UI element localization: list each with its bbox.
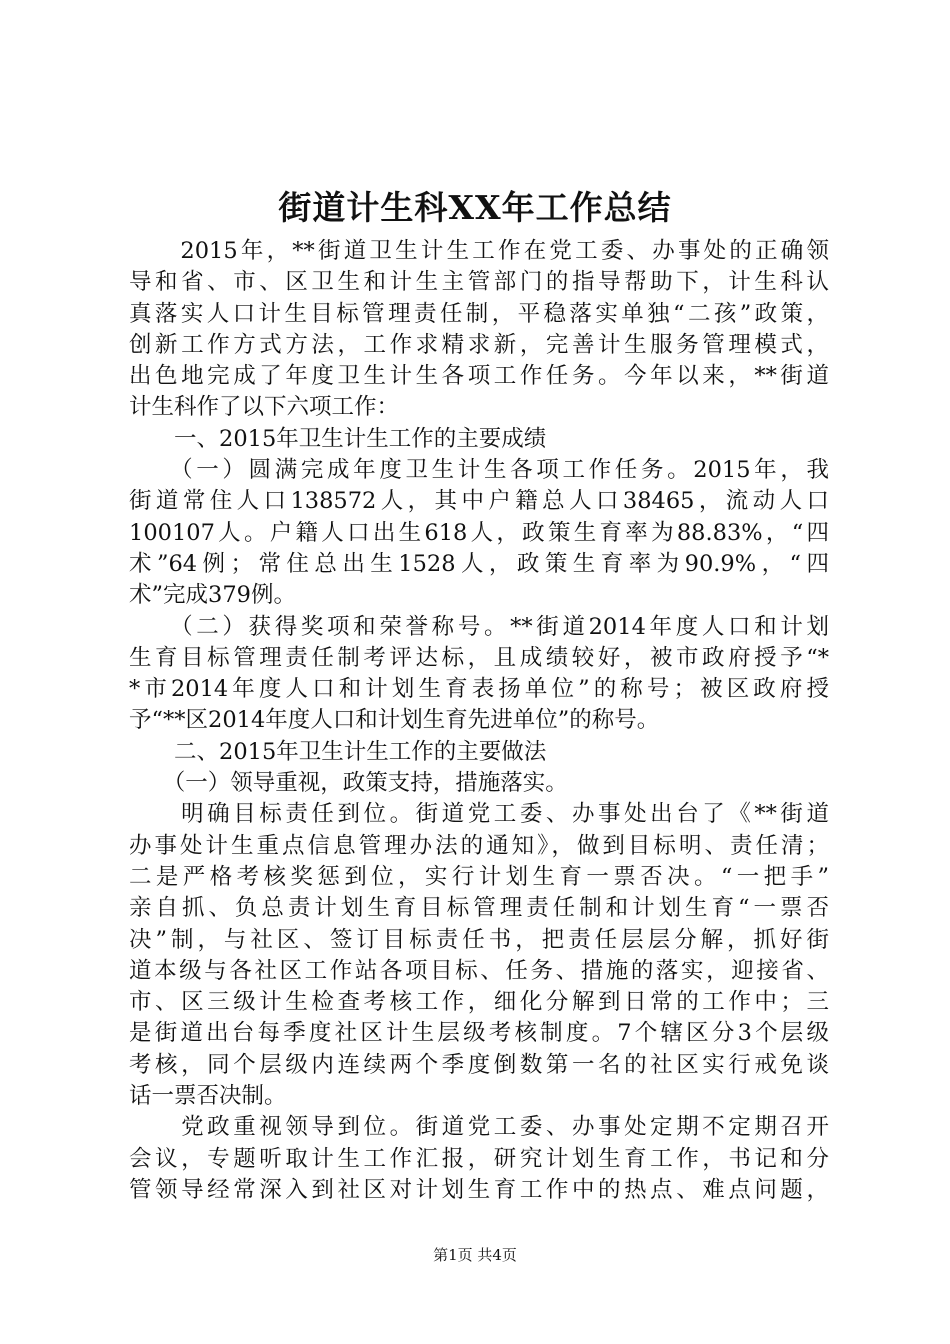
body-line: 会议，专题听取计生工作汇报，研究计划生育工作，书记和分 xyxy=(129,1145,829,1172)
body-line: （一）圆满完成年度卫生计生各项工作任务。2015年，我 xyxy=(129,457,829,484)
body-line: 导和省、市、区卫生和计生主管部门的指导帮助下，计生科认 xyxy=(129,269,829,296)
body-line: 党政重视领导到位。街道党工委、办事处定期不定期召开 xyxy=(129,1114,829,1141)
body-line: 市、区三级计生检查考核工作，细化分解到日常的工作中；三 xyxy=(129,989,829,1016)
body-line: 二是严格考核奖惩到位，实行计划生育一票否决。“一把手” xyxy=(129,863,829,890)
body-line: *市2014年度人口和计划生育表扬单位”的称号；被区政府授 xyxy=(129,676,829,703)
body-line: （二）获得奖项和荣誉称号。**街道2014年度人口和计划 xyxy=(129,613,829,640)
document-title: 街道计生科XX年工作总结 xyxy=(278,188,672,227)
body-line: 创新工作方式方法，工作求精求新，完善计生服务管理模式， xyxy=(129,331,829,358)
body-line: 2015年，**街道卫生计生工作在党工委、办事处的正确领 xyxy=(129,238,829,264)
body-line: 出色地完成了年度卫生计生各项工作任务。今年以来，**街道 xyxy=(129,363,829,390)
subsection-heading: （一）领导重视，政策支持，措施落实。 xyxy=(129,770,568,797)
section-heading: 一、2015年卫生计生工作的主要成绩 xyxy=(129,425,547,452)
body-line: 计生科作了以下六项工作： xyxy=(129,394,400,421)
body-line: 术”64例；常住总出生1528人，政策生育率为90.9%，“四 xyxy=(129,550,829,577)
body-line: 管领导经常深入到社区对计划生育工作中的热点、难点问题， xyxy=(129,1176,829,1203)
body-line: 100107人。户籍人口出生618人，政策生育率为88.83%，“四 xyxy=(129,519,829,546)
body-line: 真落实人口计生目标管理责任制，平稳落实单独“二孩”政策， xyxy=(129,300,829,327)
body-line: 明确目标责任到位。街道党工委、办事处出台了《**街道 xyxy=(129,801,829,828)
body-line: 是街道出台每季度社区计生层级考核制度。7个辖区分3个层级 xyxy=(129,1020,829,1047)
document-body xyxy=(129,236,829,1206)
body-line: 道本级与各社区工作站各项目标、任务、措施的落实，迎接省、 xyxy=(129,957,829,984)
body-line: 术”完成379例。 xyxy=(129,582,296,609)
body-line: 生育目标管理责任制考评达标，且成绩较好，被市政府授予“* xyxy=(129,644,829,671)
body-line: 街道常住人口138572人，其中户籍总人口38465，流动人口 xyxy=(129,488,829,515)
body-line: 办事处计生重点信息管理办法的通知》，做到目标明、责任清； xyxy=(129,832,829,859)
body-line: 考核，同个层级内连续两个季度倒数第一名的社区实行戒免谈 xyxy=(129,1051,829,1078)
body-line: 亲自抓、负总责计划生育目标管理责任制和计划生育“一票否 xyxy=(129,895,829,922)
section-heading: 二、2015年卫生计生工作的主要做法 xyxy=(129,738,547,765)
body-line: 予“**区2014年度人口和计划生育先进单位”的称号。 xyxy=(129,707,660,734)
page-number-footer: 第1页 共4页 xyxy=(433,1246,517,1264)
body-line: 话一票否决制。 xyxy=(129,1083,287,1110)
body-line: 决”制，与社区、签订目标责任书，把责任层层分解，抓好街 xyxy=(129,926,829,953)
